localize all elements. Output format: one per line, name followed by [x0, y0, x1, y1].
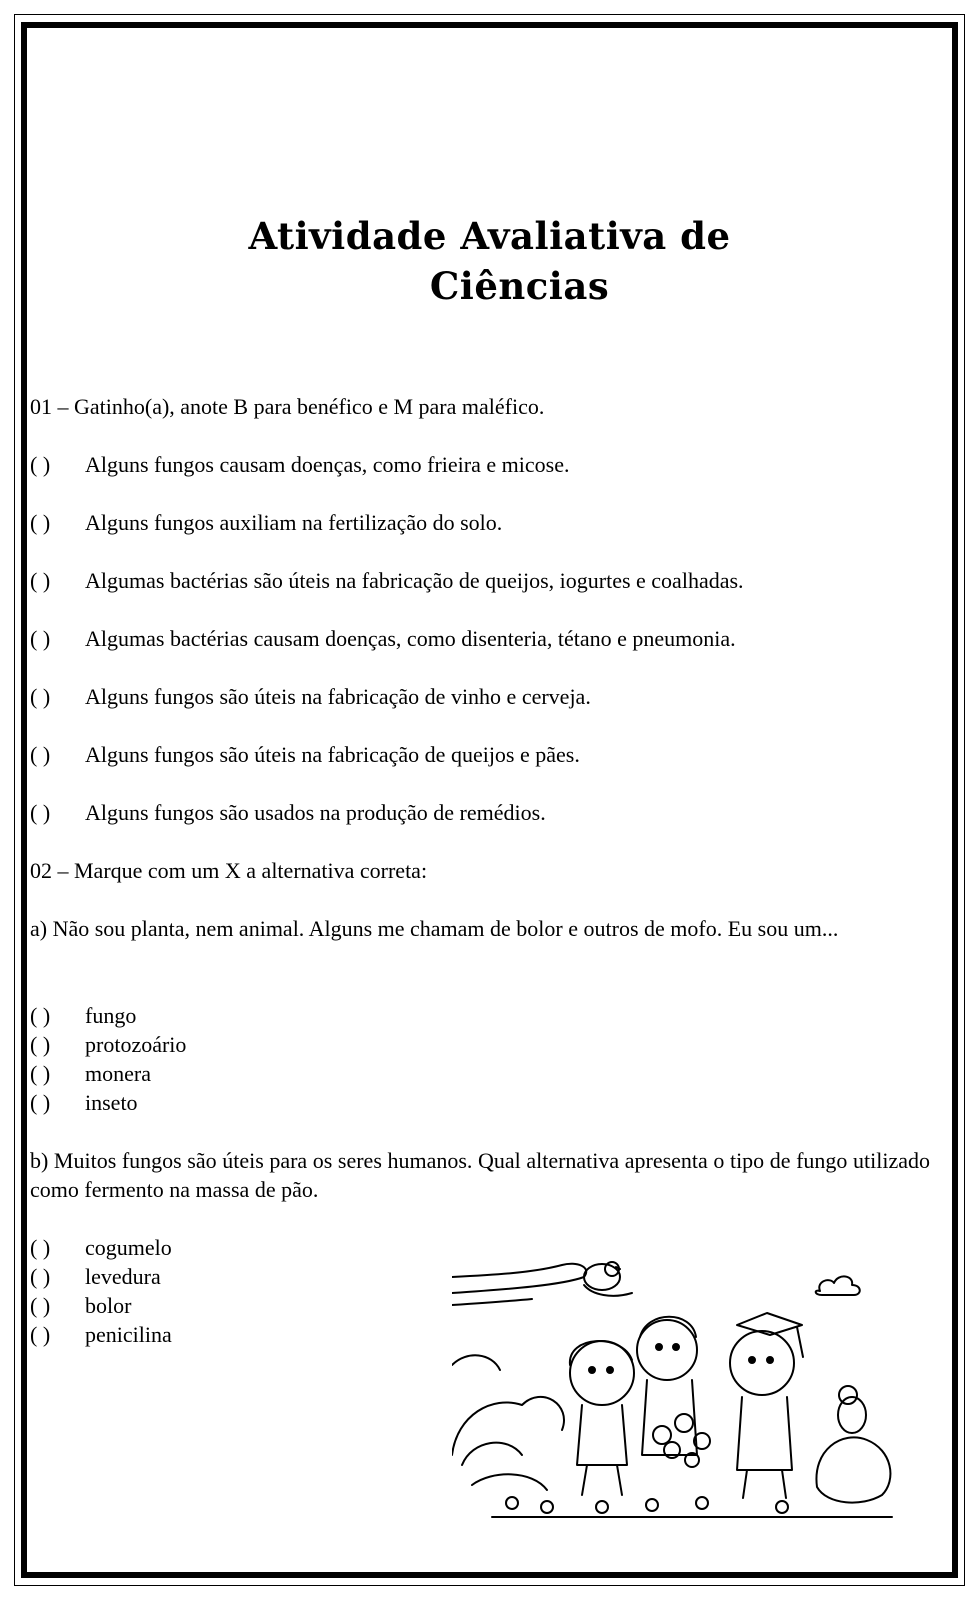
q2b-option-label: cogumelo [85, 1235, 172, 1260]
answer-blank[interactable]: ( ) [30, 1090, 51, 1115]
q2b-option-label: levedura [85, 1264, 161, 1289]
q2a-option[interactable] [30, 1030, 186, 1059]
answer-blank[interactable]: ( ) [30, 1235, 51, 1260]
title-line-2: Ciências [429, 264, 610, 308]
q2b-option[interactable] [30, 1291, 131, 1320]
answer-blank[interactable]: ( ) [30, 1032, 51, 1057]
stray-mark [22, 140, 26, 145]
q1-item-text: Algumas bactérias causam doenças, como disenteria, tétano e pneumonia. [85, 626, 736, 651]
q1-item-text: Alguns fungos auxiliam na fertilização do solo. [85, 510, 503, 535]
q1-item[interactable] [30, 566, 744, 595]
q2a-option[interactable] [30, 1001, 136, 1030]
q1-item[interactable] [30, 624, 736, 653]
q1-item-text: Alguns fungos causam doenças, como frieira e micose. [85, 452, 570, 477]
q2a-option[interactable] [30, 1088, 138, 1117]
q2b-option[interactable] [30, 1262, 161, 1291]
q2b-option[interactable] [30, 1233, 172, 1262]
q1-item-text: Alguns fungos são úteis na fabricação de queijos e pães. [85, 742, 580, 767]
answer-blank[interactable]: ( ) [30, 452, 51, 477]
q2a-option-label: monera [85, 1061, 151, 1086]
q2a-option-label: inseto [85, 1090, 138, 1115]
q2a-option[interactable] [30, 1059, 151, 1088]
q1-item[interactable] [30, 798, 546, 827]
answer-blank[interactable]: ( ) [30, 1264, 51, 1289]
q1-item-text: Algumas bactérias são úteis na fabricação de queijos, iogurtes e coalhadas. [85, 568, 744, 593]
answer-blank[interactable]: ( ) [30, 1293, 51, 1318]
stray-mark [22, 92, 26, 97]
q2a-option-label: protozoário [85, 1032, 187, 1057]
q1-item[interactable] [30, 450, 569, 479]
question-2-prompt: 02 – Marque com um X a alternativa correta: [30, 858, 428, 883]
q1-item[interactable] [30, 508, 502, 537]
q2b-option-label: penicilina [85, 1322, 172, 1347]
answer-blank[interactable]: ( ) [30, 568, 51, 593]
question-1-prompt: 01 – Gatinho(a), anote B para benéfico e M para maléfico. [30, 394, 545, 419]
answer-blank[interactable]: ( ) [30, 1322, 51, 1347]
answer-blank[interactable]: ( ) [30, 510, 51, 535]
children-garden-illustration [452, 1255, 912, 1523]
answer-blank[interactable]: ( ) [30, 800, 51, 825]
q1-item-text: Alguns fungos são úteis na fabricação de vinho e cerveja. [85, 684, 591, 709]
answer-blank[interactable]: ( ) [30, 684, 51, 709]
q2b-option[interactable] [30, 1320, 172, 1349]
title-line-1: Atividade Avaliativa de [248, 214, 731, 258]
answer-blank[interactable]: ( ) [30, 1003, 51, 1028]
question-2b-text: b) Muitos fungos são úteis para os seres humanos. Qual alternativa apresenta o tipo de fungo utilizado como fermento na massa de pão. [30, 1148, 930, 1202]
q2b-option-label: bolor [85, 1293, 132, 1318]
q1-item[interactable] [30, 682, 591, 711]
q1-item[interactable] [30, 740, 580, 769]
answer-blank[interactable]: ( ) [30, 626, 51, 651]
q1-item-text: Alguns fungos são usados na produção de remédios. [85, 800, 546, 825]
question-2a-text: a) Não sou planta, nem animal. Alguns me chamam de bolor e outros de mofo. Eu sou um... [30, 916, 839, 941]
answer-blank[interactable]: ( ) [30, 742, 51, 767]
q2a-option-label: fungo [85, 1003, 137, 1028]
answer-blank[interactable]: ( ) [30, 1061, 51, 1086]
